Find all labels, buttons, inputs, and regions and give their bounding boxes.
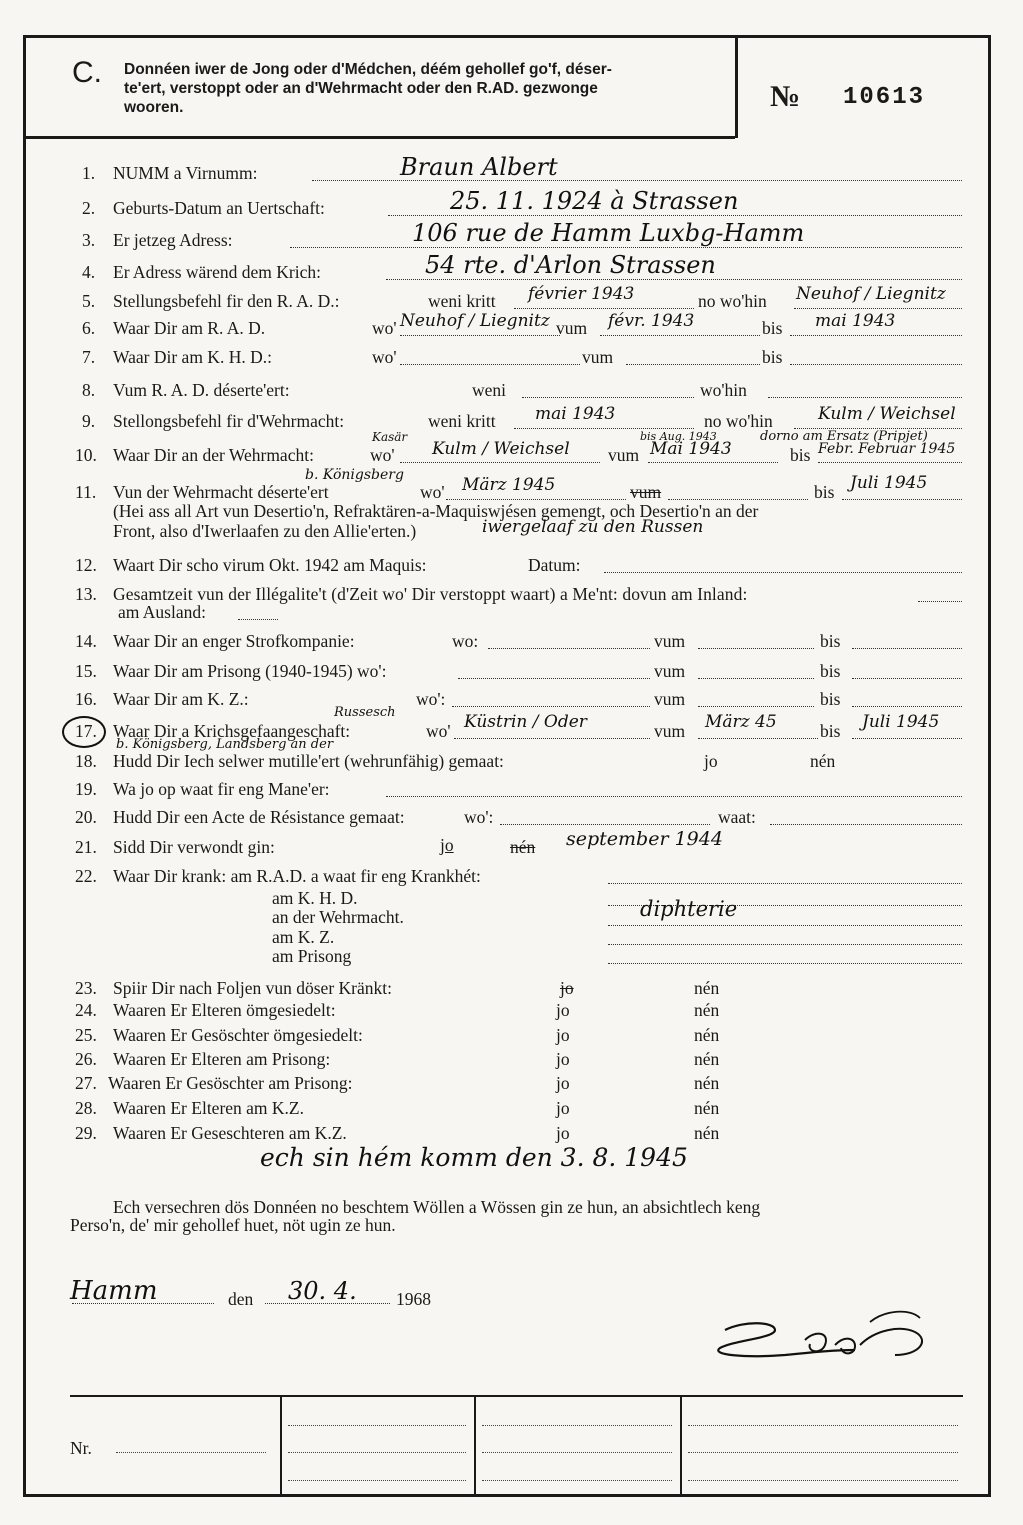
field-line	[482, 1452, 672, 1453]
label-parents-resettled: Waaren Er Elteren ömgesiedelt:	[113, 1000, 336, 1020]
row-number: 15.	[75, 661, 97, 681]
row-number: 19.	[75, 779, 97, 799]
form-number: 10613	[843, 84, 926, 111]
value-pow-type: Russesch	[334, 705, 396, 720]
label-pow: Waar Dir a Krichsgefaangeschaft:	[113, 721, 351, 741]
footer-column-divider	[474, 1395, 476, 1495]
value-rad-until: mai 1943	[815, 311, 896, 331]
label-nr: Nr.	[70, 1438, 92, 1458]
value-pow-until: Juli 1945	[862, 712, 940, 732]
field-line	[852, 738, 962, 739]
row-number: 11.	[75, 482, 97, 502]
row-number: 18.	[75, 751, 97, 771]
option-jo: jo	[556, 1123, 570, 1143]
label-where: wo'	[372, 318, 397, 338]
value-address: 106 rue de Hamm Luxbg-Hamm	[412, 219, 805, 247]
label-name: NUMM a Virnumm:	[113, 163, 258, 183]
field-line	[790, 335, 962, 336]
field-line	[388, 215, 962, 216]
row-number: 17.	[75, 721, 97, 741]
field-line	[400, 335, 560, 336]
option-nen: nén	[694, 1049, 720, 1069]
field-line	[770, 824, 962, 825]
field-line	[698, 738, 818, 739]
row-number: 25.	[75, 1025, 97, 1045]
option-jo: jo	[556, 1025, 570, 1045]
row-number: 8.	[82, 380, 96, 400]
option-jo: jo	[556, 1098, 570, 1118]
row-number: 21.	[75, 837, 97, 857]
label-received: weni kritt	[428, 291, 496, 311]
row-number: 1.	[82, 163, 96, 183]
label-aftereffects: Spiir Dir nach Foljen vun döser Kränkt:	[113, 978, 392, 998]
row-number: 27.	[75, 1073, 97, 1093]
label-birth: Geburts-Datum an Uertschaft:	[113, 198, 325, 218]
field-line	[400, 462, 600, 463]
field-line	[852, 706, 962, 707]
field-line	[790, 364, 962, 365]
footer-divider	[70, 1395, 963, 1397]
label-self-mutilation: Hudd Dir Iech selwer mutille'ert (wehrunfähig) gemaat:	[113, 751, 504, 771]
signature	[705, 1300, 945, 1390]
field-line	[608, 963, 962, 964]
option-nen: nén	[694, 1123, 720, 1143]
label-until: bis	[762, 318, 783, 338]
field-line	[482, 1425, 672, 1426]
value-rad-from: févr. 1943	[608, 311, 695, 331]
field-line	[386, 796, 962, 797]
field-line	[500, 824, 710, 825]
label-where: wo'	[372, 347, 397, 367]
label-wehrmacht: Waar Dir an der Wehrmacht:	[113, 445, 314, 465]
label-until: bis	[762, 347, 783, 367]
header-number-divider	[735, 38, 738, 138]
field-line	[698, 678, 814, 679]
option-jo: jo	[704, 751, 718, 771]
field-line	[446, 499, 626, 500]
field-line	[288, 1480, 466, 1481]
label-whereto: no wo'hin	[704, 411, 773, 431]
row-number: 9.	[82, 411, 96, 431]
label-how: Wa jo op waat fir eng Mane'er:	[113, 779, 330, 799]
desertion-note: (Hei ass all Art vun Desertio'n, Refraktären-a-Maquiswjésen gemengt, och Desertio'n an der	[113, 501, 759, 521]
label-where: wo':	[464, 807, 494, 827]
row-number: 29.	[75, 1123, 97, 1143]
label-where: wo'	[370, 445, 395, 465]
row-number: 7.	[82, 347, 96, 367]
footer-column-divider	[280, 1395, 282, 1495]
option-nen: nén	[694, 978, 720, 998]
label-maquis: Waart Dir scho virum Okt. 1942 am Maquis:	[113, 555, 427, 575]
option-nen: nén	[694, 1000, 720, 1020]
option-nen: nén	[694, 1098, 720, 1118]
row-number: 23.	[75, 978, 97, 998]
label-prison: Waar Dir am Prisong (1940-1945) wo':	[113, 661, 387, 681]
label-from: vum	[654, 661, 686, 681]
label-parents-prison: Waaren Er Elteren am Prisong:	[113, 1049, 331, 1069]
label-desertion: Vun der Wehrmacht déserte'ert	[113, 482, 329, 502]
option-nen: nén	[810, 751, 836, 771]
value-pow-from: März 45	[705, 712, 777, 732]
label-when: weni	[472, 380, 507, 400]
value-year: 1968	[396, 1289, 431, 1309]
value-sickness: diphterie	[640, 897, 738, 921]
label-siblings-resettled: Waaren Er Gesöschter ömgesiedelt:	[113, 1025, 363, 1045]
label-until: bis	[820, 721, 841, 741]
field-line	[626, 364, 760, 365]
row-number: 10.	[75, 445, 97, 465]
field-line	[608, 883, 962, 884]
option-jo: jo	[556, 1073, 570, 1093]
value-desertion-near: b. Königsberg	[305, 467, 404, 483]
field-line	[400, 364, 580, 365]
field-line	[608, 944, 962, 945]
field-line	[668, 499, 808, 500]
row-number: 14.	[75, 631, 97, 651]
field-line	[604, 572, 962, 573]
value-desertion-date: März 1945	[462, 475, 556, 495]
form-title-line: wooren.	[124, 99, 184, 116]
desertion-note: Front, also d'Iwerlaafen zu den Allie'erten.)	[113, 521, 417, 541]
value-place: Hamm	[70, 1276, 158, 1306]
field-line	[688, 1480, 958, 1481]
value-wehrmacht-until: Febr. Februar 1945	[818, 441, 956, 457]
value-rad-order-place: Neuhof / Liegnitz	[796, 284, 946, 304]
field-line	[238, 619, 278, 620]
label-from: vum	[654, 721, 686, 741]
label-sick-khd: am K. H. D.	[272, 888, 358, 908]
option-jo: jo	[440, 835, 454, 855]
label-rad-desert: Vum R. A. D. déserte'ert:	[113, 380, 290, 400]
footer-column-divider	[680, 1395, 682, 1495]
field-line	[116, 1452, 266, 1453]
value-wehrmacht-where: Kulm / Weichsel	[432, 439, 570, 459]
field-line	[454, 738, 650, 739]
value-wehrmacht-note: dorno am Ersatz (Pripjet)	[760, 429, 928, 444]
label-sick-prison: am Prisong	[272, 946, 352, 966]
field-line	[386, 279, 962, 280]
field-line	[688, 1425, 958, 1426]
field-line	[794, 308, 962, 309]
field-line	[688, 1452, 958, 1453]
value-name: Braun Albert	[400, 153, 558, 181]
value-wehrmacht-from: Mai 1943	[650, 439, 732, 459]
label-siblings-prison: Waaren Er Gesöschter am Prisong:	[108, 1073, 353, 1093]
row-number: 4.	[82, 262, 96, 282]
value-wehrmacht-from-note: bis Aug. 1943	[640, 430, 717, 443]
value-war-address: 54 rte. d'Arlon Strassen	[425, 251, 716, 279]
label-date: Datum:	[528, 555, 581, 575]
label-wehrmacht-order: Stellongsbefehl fir d'Wehrmacht:	[113, 411, 345, 431]
option-nen: nén	[510, 837, 536, 857]
number-sign: №	[770, 80, 801, 113]
field-line	[452, 706, 650, 707]
field-line	[852, 648, 962, 649]
label-rad-order: Stellungsbefehl fir den R. A. D.:	[113, 291, 340, 311]
value-rad-order-date: février 1943	[528, 284, 635, 304]
label-siblings-kz: Waaren Er Geseschteren am K.Z.	[113, 1123, 347, 1143]
label-resistance: Hudd Dir een Acte de Résistance gemaat:	[113, 807, 405, 827]
label-sick: Waar Dir krank: am R.A.D. a waat fir eng Krankhét:	[113, 866, 481, 886]
option-jo: jo	[556, 1000, 570, 1020]
option-nen: nén	[694, 1025, 720, 1045]
label-where: wo':	[416, 689, 446, 709]
field-line	[600, 335, 760, 336]
value-pow-where: Küstrin / Oder	[464, 712, 587, 732]
label-abroad: am Ausland:	[118, 602, 206, 622]
value-wehrmacht-unit: Kasär	[372, 430, 408, 444]
field-line	[698, 706, 814, 707]
value-desertion-until: Juli 1945	[850, 473, 928, 493]
row-number: 16.	[75, 689, 97, 709]
label-war-address: Er Adress wärend dem Krich:	[113, 262, 321, 282]
label-address: Er jetzeg Adress:	[113, 230, 233, 250]
value-date: 30. 4.	[288, 1277, 357, 1305]
row-number: 12.	[75, 555, 97, 575]
field-line	[768, 397, 962, 398]
field-line	[818, 462, 962, 463]
row-number: 22.	[75, 866, 97, 886]
field-line	[488, 648, 650, 649]
label-khd: Waar Dir am K. H. D.:	[113, 347, 272, 367]
section-letter: C.	[72, 56, 102, 89]
field-line	[482, 1480, 672, 1481]
declaration-text: Ech versechren dös Donnéen no beschtem Wöllen a Wössen gin ze hun, an absichtlech keng	[113, 1197, 761, 1217]
label-until: bis	[820, 661, 841, 681]
value-desertion-how: iwergelaaf zu den Russen	[482, 517, 704, 537]
row-number: 26.	[75, 1049, 97, 1069]
value-wehrmacht-order-place: Kulm / Weichsel	[818, 404, 956, 424]
label-until: bis	[820, 631, 841, 651]
label-where: wo:	[452, 631, 479, 651]
value-rad-where: Neuhof / Liegnitz	[400, 311, 550, 331]
label-den: den	[228, 1289, 254, 1309]
field-line	[842, 499, 962, 500]
label-sick-wehrmacht: an der Wehrmacht.	[272, 907, 404, 927]
label-whereto: wo'hin	[700, 380, 747, 400]
row-number: 3.	[82, 230, 96, 250]
option-nen: nén	[694, 1073, 720, 1093]
label-received: weni kritt	[428, 411, 496, 431]
handwritten-note: ech sin hém komm den 3. 8. 1945	[260, 1143, 688, 1172]
field-line	[852, 678, 962, 679]
option-jo: jo	[556, 1049, 570, 1069]
label-what: waat:	[718, 807, 756, 827]
value-pow-note: b. Königsberg, Landsberg an der	[116, 737, 334, 752]
form-title-line: Donnéen iwer de Jong oder d'Médchen, déém gehollef go'f, déser-	[124, 61, 612, 78]
form-title-line: te'ert, verstoppt oder an d'Wehrmacht oder den R.AD. gezwonge	[124, 80, 598, 97]
label-rad: Waar Dir am R. A. D.	[113, 318, 266, 338]
row-number: 6.	[82, 318, 96, 338]
form-title	[124, 60, 724, 117]
row-number: 20.	[75, 807, 97, 827]
label-from: vum	[582, 347, 614, 367]
row-number: 24.	[75, 1000, 97, 1020]
field-line	[698, 648, 814, 649]
field-line	[288, 1452, 466, 1453]
row-number: 28.	[75, 1098, 97, 1118]
field-line	[648, 462, 778, 463]
field-line	[918, 601, 962, 602]
row-number: 13.	[75, 584, 97, 604]
value-wounded-date: september 1944	[566, 828, 723, 850]
field-line	[514, 308, 694, 309]
header-divider	[23, 136, 735, 139]
field-line	[522, 397, 694, 398]
label-penal-company: Waar Dir an enger Strofkompanie:	[113, 631, 355, 651]
label-where: wo'	[420, 482, 445, 502]
label-parents-kz: Waaren Er Elteren am K.Z.	[113, 1098, 304, 1118]
declaration-text: Perso'n, de' mir gehollef huet, nöt ugin ze hun.	[70, 1215, 396, 1235]
label-where: wo'	[426, 721, 451, 741]
label-kz: Waar Dir am K. Z.:	[113, 689, 249, 709]
field-line	[288, 1425, 466, 1426]
label-until: bis	[814, 482, 835, 502]
label-whereto: no wo'hin	[698, 291, 767, 311]
label-from: vum	[654, 689, 686, 709]
label-wounded: Sidd Dir verwondt gin:	[113, 837, 275, 857]
label-sick-kz: am K. Z.	[272, 927, 335, 947]
label-from: vum	[654, 631, 686, 651]
field-line	[290, 247, 962, 248]
label-until: bis	[790, 445, 811, 465]
option-jo: jo	[560, 978, 574, 998]
field-line	[458, 678, 650, 679]
value-birth: 25. 11. 1924 à Strassen	[450, 187, 739, 215]
row-number: 2.	[82, 198, 96, 218]
label-until: bis	[820, 689, 841, 709]
label-from: vum	[556, 318, 588, 338]
label-illegality: Gesamtzeit vun der Illégalite't (d'Zeit wo' Dir verstoppt waart) a Me'nt: dovun am Inland:	[113, 584, 748, 604]
value-wehrmacht-order-date: mai 1943	[535, 404, 616, 424]
label-from: vum	[630, 482, 662, 502]
label-from: vum	[608, 445, 640, 465]
field-line	[608, 925, 962, 926]
row-number: 5.	[82, 291, 96, 311]
